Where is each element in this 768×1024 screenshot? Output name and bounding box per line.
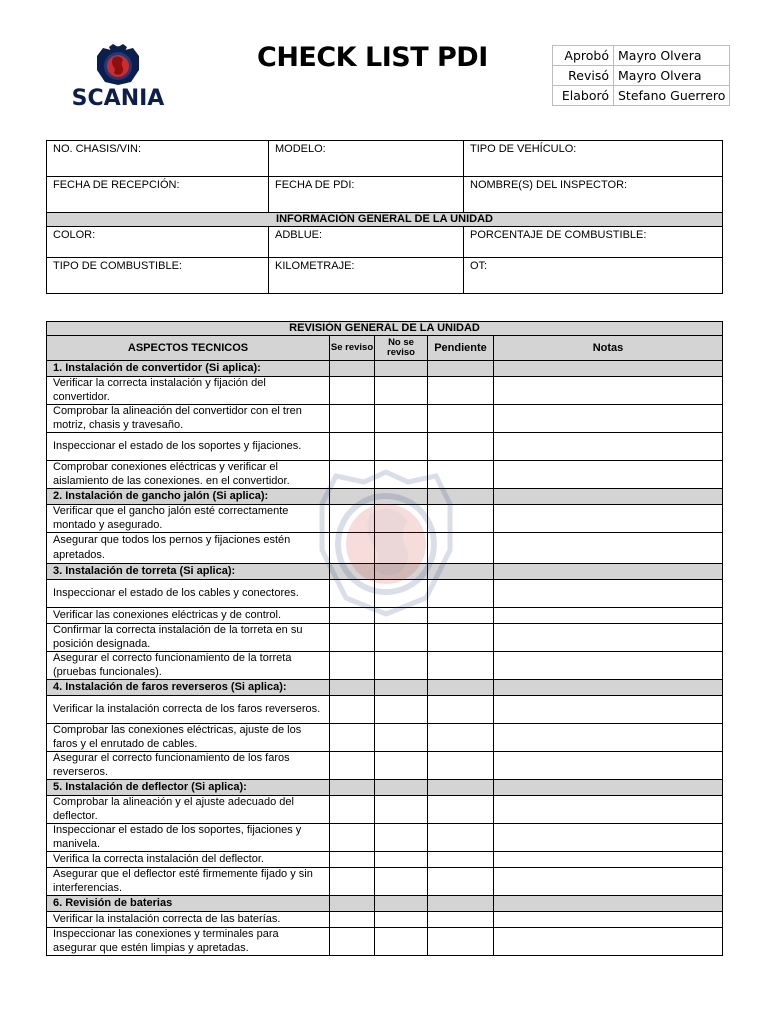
section-title: 4. Instalación de faros reverseros (Si aplica): [47, 680, 330, 696]
reviewed-cell[interactable] [330, 696, 375, 724]
not-reviewed-cell[interactable] [375, 696, 428, 724]
reception-date-field[interactable]: FECHA DE RECEPCIÓN: [47, 177, 269, 213]
checklist-item-row [47, 724, 723, 752]
checklist-item-row [47, 652, 723, 680]
section-header-cell [375, 896, 428, 912]
pending-cell[interactable] [428, 505, 494, 533]
notes-cell[interactable] [494, 912, 723, 928]
pending-cell[interactable] [428, 580, 494, 608]
notes-cell[interactable] [494, 652, 723, 680]
notes-cell[interactable] [494, 752, 723, 780]
reviewed-cell[interactable] [330, 724, 375, 752]
approval-row [553, 46, 730, 66]
pending-cell[interactable] [428, 796, 494, 824]
reviewed-cell[interactable] [330, 433, 375, 461]
section-header-cell [375, 361, 428, 377]
adblue-field[interactable]: ADBLUE: [269, 227, 464, 258]
notes-cell[interactable] [494, 868, 723, 896]
checklist-item-row [47, 928, 723, 956]
section-header-cell [330, 564, 375, 580]
notes-cell[interactable] [494, 433, 723, 461]
checklist-item-text: Asegurar el correcto funcionamiento de la torreta (pruebas funcionales). [47, 652, 330, 680]
checklist-item-row [47, 433, 723, 461]
reviewed-cell[interactable] [330, 533, 375, 564]
notes-cell[interactable] [494, 505, 723, 533]
notes-cell[interactable] [494, 796, 723, 824]
model-field[interactable]: MODELO: [269, 141, 464, 177]
checklist-item-text: Verificar la instalación correcta de los faros reverseros. [47, 696, 330, 724]
vehicle-info-table [46, 140, 723, 294]
checklist-item-text: Confirmar la correcta instalación de la torreta en su posición designada. [47, 624, 330, 652]
section-header-cell [330, 680, 375, 696]
notes-cell[interactable] [494, 624, 723, 652]
approval-name: Stefano Guerrero [614, 86, 730, 106]
pending-cell[interactable] [428, 405, 494, 433]
fuel-percentage-field[interactable]: PORCENTAJE DE COMBUSTIBLE: [464, 227, 723, 258]
pending-cell[interactable] [428, 652, 494, 680]
general-info-heading: INFORMACIÓN GENERAL DE LA UNIDAD [47, 213, 723, 227]
section-header-cell [494, 489, 723, 505]
approval-name: Mayro Olvera [614, 66, 730, 86]
column-header-not-reviewed: No se reviso [375, 336, 428, 361]
section-header-cell [428, 680, 494, 696]
notes-cell[interactable] [494, 533, 723, 564]
vehicle-type-field[interactable]: TIPO DE VEHÍCULO: [464, 141, 723, 177]
not-reviewed-cell[interactable] [375, 652, 428, 680]
notes-cell[interactable] [494, 405, 723, 433]
section-title: 6. Revisión de baterias [47, 896, 330, 912]
pending-cell[interactable] [428, 461, 494, 489]
section-title: 1. Instalación de convertidor (Si aplica): [47, 361, 330, 377]
checklist-item-row [47, 505, 723, 533]
section-header-cell [330, 780, 375, 796]
section-header-cell [428, 780, 494, 796]
approval-role: Revisó [553, 66, 614, 86]
reviewed-cell[interactable] [330, 624, 375, 652]
section-header-cell [375, 489, 428, 505]
approval-row [553, 66, 730, 86]
checklist-item-text: Inspeccionar el estado de los soportes y fijaciones. [47, 433, 330, 461]
reviewed-cell[interactable] [330, 608, 375, 624]
checklist-item-text: Verifica la correcta instalación del deflector. [47, 852, 330, 868]
pdi-date-field[interactable]: FECHA DE PDI: [269, 177, 464, 213]
not-reviewed-cell[interactable] [375, 824, 428, 852]
checklist-item-row [47, 912, 723, 928]
reviewed-cell[interactable] [330, 928, 375, 956]
pending-cell[interactable] [428, 624, 494, 652]
pending-cell[interactable] [428, 377, 494, 405]
reviewed-cell[interactable] [330, 852, 375, 868]
checklist-item-text: Verificar la correcta instalación y fijación del convertidor. [47, 377, 330, 405]
checklist-item-text: Inspeccionar el estado de los soportes, fijaciones y manivela. [47, 824, 330, 852]
section-title: 3. Instalación de torreta (Si aplica): [47, 564, 330, 580]
not-reviewed-cell[interactable] [375, 928, 428, 956]
column-header-aspects: ASPECTOS TECNICOS [47, 336, 330, 361]
fuel-type-field[interactable]: TIPO DE COMBUSTIBLE: [47, 258, 269, 294]
pending-cell[interactable] [428, 696, 494, 724]
notes-cell[interactable] [494, 696, 723, 724]
chassis-field[interactable]: NO. CHASIS/VIN: [47, 141, 269, 177]
not-reviewed-cell[interactable] [375, 624, 428, 652]
checklist-item-text: Asegurar que el deflector esté firmemente fijado y sin interferencias. [47, 868, 330, 896]
section-header-row [47, 361, 723, 377]
mileage-field[interactable]: KILOMETRAJE: [269, 258, 464, 294]
not-reviewed-cell[interactable] [375, 461, 428, 489]
checklist-item-text: Verificar las conexiones eléctricas y de control. [47, 608, 330, 624]
document-title: CHECK LIST PDI [257, 42, 488, 73]
not-reviewed-cell[interactable] [375, 852, 428, 868]
checklist-item-text: Comprobar las conexiones eléctricas, ajuste de los faros y el enrutado de cables. [47, 724, 330, 752]
section-header-cell [330, 896, 375, 912]
scania-logo [44, 44, 192, 110]
column-header-notes: Notas [494, 336, 723, 361]
checklist-item-text: Inspeccionar las conexiones y terminales para asegurar que estén limpias y apretadas. [47, 928, 330, 956]
approval-row [553, 86, 730, 106]
reviewed-cell[interactable] [330, 652, 375, 680]
checklist-item-row [47, 377, 723, 405]
checklist-item-row [47, 533, 723, 564]
checklist-item-row [47, 608, 723, 624]
reviewed-cell[interactable] [330, 868, 375, 896]
not-reviewed-cell[interactable] [375, 580, 428, 608]
section-header-cell [494, 361, 723, 377]
pending-cell[interactable] [428, 912, 494, 928]
section-header-cell [494, 680, 723, 696]
checklist-item-text: Verificar que el gancho jalón esté correctamente montado y asegurado. [47, 505, 330, 533]
reviewed-cell[interactable] [330, 752, 375, 780]
ot-field[interactable]: OT: [464, 258, 723, 294]
notes-cell[interactable] [494, 928, 723, 956]
not-reviewed-cell[interactable] [375, 796, 428, 824]
approval-role: Elaboró [553, 86, 614, 106]
notes-cell[interactable] [494, 852, 723, 868]
section-header-cell [428, 896, 494, 912]
notes-cell[interactable] [494, 724, 723, 752]
pending-cell[interactable] [428, 868, 494, 896]
section-header-row [47, 489, 723, 505]
not-reviewed-cell[interactable] [375, 752, 428, 780]
checklist-item-row [47, 580, 723, 608]
pending-cell[interactable] [428, 608, 494, 624]
checklist-item-text: Inspeccionar el estado de los cables y conectores. [47, 580, 330, 608]
approval-name: Mayro Olvera [614, 46, 730, 66]
reviewed-cell[interactable] [330, 796, 375, 824]
checklist-item-text: Comprobar la alineación del convertidor con el tren motriz, chasis y travesaño. [47, 405, 330, 433]
section-title: 5. Instalación de deflector (Si aplica): [47, 780, 330, 796]
checklist-item-row [47, 868, 723, 896]
inspector-names-field[interactable]: NOMBRE(S) DEL INSPECTOR: [464, 177, 723, 213]
not-reviewed-cell[interactable] [375, 505, 428, 533]
section-header-cell [330, 489, 375, 505]
section-header-row [47, 896, 723, 912]
checklist-item-row [47, 796, 723, 824]
checklist-table [46, 321, 723, 956]
reviewed-cell[interactable] [330, 824, 375, 852]
pending-cell[interactable] [428, 852, 494, 868]
reviewed-cell[interactable] [330, 580, 375, 608]
checklist-item-row [47, 752, 723, 780]
pending-cell[interactable] [428, 824, 494, 852]
checklist-item-text: Asegurar el correcto funcionamiento de los faros reverseros. [47, 752, 330, 780]
not-reviewed-cell[interactable] [375, 533, 428, 564]
approval-role: Aprobó [553, 46, 614, 66]
not-reviewed-cell[interactable] [375, 433, 428, 461]
notes-cell[interactable] [494, 580, 723, 608]
not-reviewed-cell[interactable] [375, 377, 428, 405]
pending-cell[interactable] [428, 724, 494, 752]
section-header-cell [428, 564, 494, 580]
section-title: 2. Instalación de gancho jalón (Si aplica): [47, 489, 330, 505]
checklist-title: REVISIÓN GENERAL DE LA UNIDAD [47, 322, 723, 336]
notes-cell[interactable] [494, 824, 723, 852]
griffin-emblem-icon [95, 44, 141, 86]
not-reviewed-cell[interactable] [375, 724, 428, 752]
pending-cell[interactable] [428, 433, 494, 461]
not-reviewed-cell[interactable] [375, 405, 428, 433]
checklist-item-text: Comprobar la alineación y el ajuste adecuado del deflector. [47, 796, 330, 824]
reviewed-cell[interactable] [330, 405, 375, 433]
checklist-item-row [47, 696, 723, 724]
section-header-cell [494, 564, 723, 580]
section-header-row [47, 680, 723, 696]
section-header-cell [375, 780, 428, 796]
reviewed-cell[interactable] [330, 461, 375, 489]
section-header-cell [375, 564, 428, 580]
checklist-item-row [47, 824, 723, 852]
reviewed-cell[interactable] [330, 505, 375, 533]
checklist-item-text: Verificar la instalación correcta de las baterías. [47, 912, 330, 928]
color-field[interactable]: COLOR: [47, 227, 269, 258]
notes-cell[interactable] [494, 461, 723, 489]
section-header-cell [375, 680, 428, 696]
pending-cell[interactable] [428, 752, 494, 780]
column-header-row [47, 336, 723, 361]
checklist-item-text: Asegurar que todos los pernos y fijaciones estén apretados. [47, 533, 330, 564]
checklist-item-row [47, 405, 723, 433]
reviewed-cell[interactable] [330, 912, 375, 928]
section-header-cell [428, 361, 494, 377]
pending-cell[interactable] [428, 533, 494, 564]
section-header-cell [428, 489, 494, 505]
section-header-row [47, 564, 723, 580]
not-reviewed-cell[interactable] [375, 912, 428, 928]
section-header-cell [494, 780, 723, 796]
checklist-item-row [47, 852, 723, 868]
section-header-row [47, 780, 723, 796]
section-header-cell [494, 896, 723, 912]
not-reviewed-cell[interactable] [375, 608, 428, 624]
pending-cell[interactable] [428, 928, 494, 956]
notes-cell[interactable] [494, 377, 723, 405]
checklist-item-row [47, 624, 723, 652]
reviewed-cell[interactable] [330, 377, 375, 405]
column-header-reviewed: Se reviso [330, 336, 375, 361]
approvals-table [552, 45, 730, 106]
section-header-cell [330, 361, 375, 377]
checklist-item-text: Comprobar conexiones eléctricas y verificar el aislamiento de las conexiones. en el convertidor. [47, 461, 330, 489]
brand-wordmark: SCANIA [71, 86, 165, 111]
column-header-pending: Pendiente [428, 336, 494, 361]
notes-cell[interactable] [494, 608, 723, 624]
not-reviewed-cell[interactable] [375, 868, 428, 896]
checklist-item-row [47, 461, 723, 489]
